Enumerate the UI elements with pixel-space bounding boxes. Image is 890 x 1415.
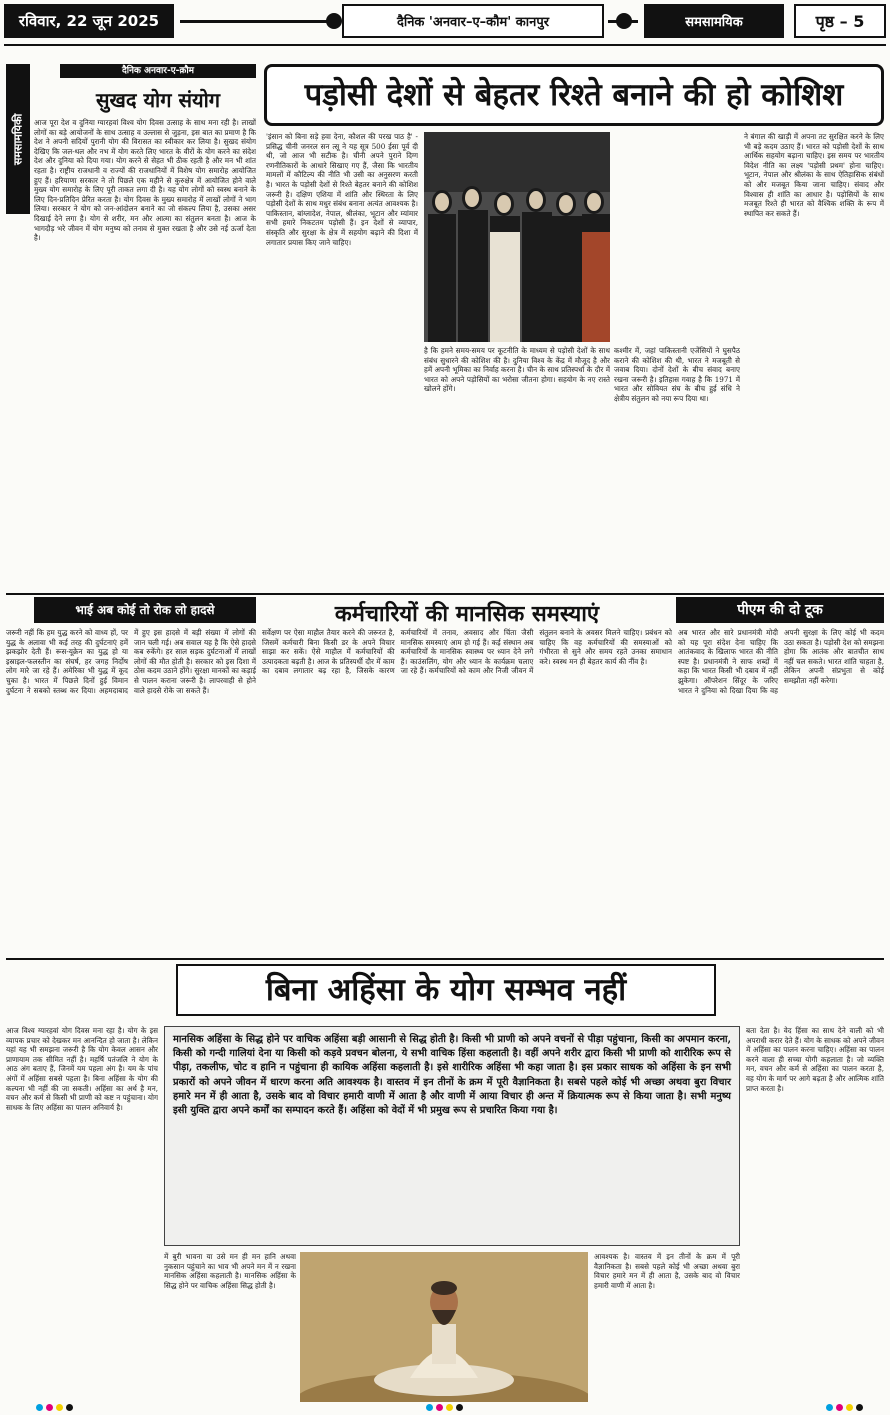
article-body: है कि हमने समय-समय पर कूटनीति के माध्यम से पड़ोसी देशों के साथ संबंध सुधारने की कोशिश की है। दुनिया विश्व के केंद्र में मौजूद है और हमें अपनी भूमिका का निर्वाह करना है। चीन के साथ प्रतिस्पर्धा के दौर में भारत को अपने पड़ोसियों का भरोसा जीतना होगा। सहयोग के नए रास्ते खोलने होंगे। [424, 346, 610, 394]
header-rule [4, 44, 886, 46]
yogi-meditation-photo [300, 1252, 588, 1402]
article-body: आवश्यक है। वास्तव में इन तीनों के क्रम में पूरी वैज्ञानिकता है। सबसे पहले कोई भी अच्छा अथवा बुरा विचार हमारे मन में ही आता है, उसके बाद वो विचार हमारी वाणी में आता है। [594, 1252, 740, 1290]
leaders-group-photo [424, 132, 610, 342]
article-body: ने बंगाल की खाड़ी में अपना तट सुरक्षित करने के लिए भी बड़े कदम उठाए हैं। भारत को पड़ोसी देशों के साथ आर्थिक सहयोग बढ़ाना चाहिए। इस समय पर भारतीय विदेश नीति का लक्ष्य 'पड़ोसी प्रथम' होना चाहिए। भूटान, नेपाल और श्रीलंका के साथ ऐतिहासिक संबंधों को और मजबूत किया जाना चाहिए। संवाद और विश्वास ही शांति का आधार है। पड़ोसियों के साथ मजबूत रिश्ते ही भारत को वैश्विक शक्ति के रूप में स्थापित कर सकते हैं। [744, 132, 884, 218]
page-header [4, 4, 886, 40]
article-body: अब भारत और सारे प्रधानमंत्री मोदी को यह पूरा संदेश देना चाहिए कि आतंकवाद के खिलाफ भारत की नीति स्पष्ट है। प्रधानमंत्री ने साफ शब्दों में कहा कि भारत किसी भी दबाव में नहीं झुकेगा। ऑपरेशन सिंदूर के जरिए भारत ने दुनिया को दिखा दिया कि वह अपनी सुरक्षा के लिए कोई भी कदम उठा सकता है। पड़ोसी देश को समझना होगा कि आतंक और बातचीत साथ नहीं चल सकते। भारत शांति चाहता है, लेकिन अपनी संप्रभुता से कोई समझौता नहीं करेगा। [678, 628, 884, 695]
newspaper-name: दैनिक 'अनवार–ए–कौम' कानपुर [342, 4, 604, 38]
kicker-text: भाई अब कोई तो रोक लो हादसे [75, 603, 215, 617]
column-vertical-label: समसामयिकी [6, 64, 30, 214]
article-kicker [34, 597, 256, 623]
issue-date: रविवार, 22 जून 2025 [4, 4, 174, 38]
article-body: जरूरी नहीं कि हम युद्ध करने को वाध्य हों, पर युद्ध के अलावा भी कई तरह की दुर्घटनाएं हमें झकझोर देती हैं। रूस-यूक्रेन का युद्ध हो या इस्राइल-फलस्तीन का संघर्ष, हर जगह निर्दोष लोग मारे जा रहे हैं। अमेरिका भी युद्ध में कूद चुका है। भारत में पिछले दिनों हुई विमान दुर्घटना ने सबको स्तब्ध कर दिया। अहमदाबाद में हुए इस हादसे में बड़ी संख्या में लोगों की जान चली गई। अब सवाल यह है कि ऐसे हादसे कब रुकेंगे। हर साल सड़क दुर्घटनाओं में लाखों लोगों की मौत होती है। सरकार को इस दिशा में ठोस कदम उठाने होंगे। सुरक्षा मानकों का कड़ाई से पालन कराना जरूरी है। लापरवाही से होने वाले हादसे रोके जा सकते हैं। [6, 628, 256, 695]
section-name: समसामयिक [644, 4, 784, 38]
article-body: में बुरी भावना या उसे मन ही मन हानि अथवा नुकसान पहुंचाने का भाव भी अपने मन में न रखना मानसिक अहिंसा कहलाती है। मानसिक अहिंसा के सिद्ध होने पर वाचिक अहिंसा सिद्ध होती है। [164, 1252, 296, 1290]
bullet-dot [616, 13, 632, 29]
article-body: 'इंसान को बिना सड़े हवा देना, कौशल की परख पाठ है' - प्रसिद्ध चीनी जनरल सन त्सू ने यह सूत्र 500 ईसा पूर्व दी थी, जो आज भी सटीक है। चीनी अपने पुराने दिग्ग रणनीतिकारों के आधारे सिखाए गए हैं, जैसा कि भारतीय मामलों में कौटिल्य की नीति भी उसी का अनुसरण करती है। भारत के पड़ोसी देशों से रिश्ते बेहतर बनाने की कोशिश जरूरी है। दक्षिण एशिया में शांति और स्थिरता के लिए पड़ोसी देशों के साथ मधुर संबंध बनाना अत्यंत आवश्यक है। पाकिस्तान, बांग्लादेश, नेपाल, श्रीलंका, भूटान और म्यांमार सभी हमारे निकटतम पड़ोसी हैं। इन देशों से व्यापार, संस्कृति और सुरक्षा के क्षेत्र में सहयोग बढ़ाने की दिशा में लगातार प्रयास किए जाने चाहिए। [266, 132, 418, 247]
article-body: सर्वेक्षण पर ऐसा माहौल तैयार करने की जरूरत है, जिसमें कर्मचारी बिना किसी डर के अपने विचार साझा कर सकें। ऐसे माहौल में कर्मचारियों की उत्पादकता बढ़ती है। आज के प्रतिस्पर्धी दौर में काम का दबाव लगातार बढ़ रहा है, जिसके कारण कर्मचारियों में तनाव, अवसाद और चिंता जैसी मानसिक समस्याएं आम हो गई हैं। कई संस्थान अब कर्मचारियों के मानसिक स्वास्थ्य पर ध्यान देने लगे हैं। काउंसलिंग, योग और ध्यान के कार्यक्रम चलाए जा रहे हैं। कर्मचारियों को काम और निजी जीवन में संतुलन बनाने के अवसर मिलने चाहिए। प्रबंधन को चाहिए कि वह कर्मचारियों की समस्याओं को गंभीरता से सुने और समय रहते उनका समाधान करे। स्वस्थ मन ही बेहतर कार्य की नींव है। [262, 628, 672, 676]
section-rule [6, 593, 884, 595]
article-title: सुखद योग संयोग [95, 88, 221, 112]
section-rule [6, 958, 884, 960]
page-number: पृष्ठ – 5 [794, 4, 886, 38]
article-body: आज विश्व ग्यारहवां योग दिवस मना रहा है। योग के इस व्यापक प्रचार को देखकर मन आनन्दित हो जाता है। लेकिन यहां यह भी समझना जरूरी है कि योग केवल आसन और प्राणायाम तक सीमित नहीं है। महर्षि पतंजलि ने योग के आठ अंग बताए हैं, जिनमें यम पहला अंग है। यम के पांच अंगों में अहिंसा सबसे पहला है। बिना अहिंसा के योग की कल्पना भी नहीं की जा सकती। अहिंसा का अर्थ है मन, वचन और कर्म से किसी भी प्राणी को कष्ट न पहुंचाना। योग साधक के लिए अहिंसा का पालन अनिवार्य है। [6, 1026, 158, 1112]
highlight-box: मानसिक अहिंसा के सिद्ध होने पर वाचिक अहिंसा बड़ी आसानी से सिद्ध होती है। किसी भी प्राणी को अपने वचनों से पीड़ा पहुंचाना, किसी का अपमान करना, किसी को गन्दी गालियां देना या किसी को कड़वे प्रवचन बोलना, ये सभी वाचिक हिंसा कहलाती है। वहीं अपने शरीर द्वारा किसी भी प्राणी को शारीरिक रूप से पीड़ा, तकलीफ, चोट व हानि न पहुंचाना ही कायिक अहिंसा कहलाती है। इसे शारीरिक अहिंसा भी कहा जाता है। इस प्रकार साधक को अहिंसा के इन सभी प्रकारों को अपने जीवन में धारण करना अति आवश्यक है। वास्तव में इन तीनों के क्रम में पूरी वैज्ञानिकता है। सबसे पहले कोई भी अच्छा अथवा बुरा विचार हमारे मन में ही आता है, उसके बाद वो विचार हमारी वाणी में आता है और वाणी में आया विचार ही अन्त में क्रियात्मक रूप से किया जाता है। सभी मनुष्य इसी युक्ति द्वारा अपने कर्मों का सम्पादन करते हैं। अहिंसा को वेदों में भी प्रमुख रूप से प्रचारित किया गया है। [164, 1026, 740, 1246]
article-body: आज पूरा देश व दुनिया ग्यारहवां विश्व योग दिवस उत्साह के साथ मना रही है। लाखों लोगों का बड़े आयोजनों के साथ उत्साह व उल्लास से जुड़ना, इस बात का प्रमाण है कि देश ने अपनी सदियों पुरानी योग की विरासत का स्वीकार कर लिया है। सुखद संयोग देखिए कि जल-थल और नभ में योग करते लिए भारत के वीरों के योग करने का संदेश देश और दुनिया को दिया गया। योग करने से सेहत भी ठीक रहती है और मन भी शांत रहता है। राष्ट्रीय राजधानी व राज्यों की राजधानियों में विशेष योग समारोह आयोजित हुए हैं। हरियाणा सरकार ने तो पिछले एक महीने से कुरुक्षेत्र में आयोजित होने वाले मुख्य योग समारोह के लिए पूरी ताकत लगा दी है। यह योग लोगों को स्वस्थ बनाने के लिए दिन-प्रतिदिन प्रेरित करता है। योग दिवस के मुख्य समारोह में लाखों लोगों ने भाग लिया। सरकार ने योग को जन-आंदोलन बनाने का जो संकल्प लिया है, उसका असर दिखाई देने लगा है। योग से शरीर, मन और आत्मा का संतुलन बनता है। आज के भागदौड़ भरे जीवन में योग मनुष्य को तनाव से मुक्त रखता है और उसे नई ऊर्जा देता है। [34, 118, 256, 243]
article-kicker: पीएम की दो टूक [676, 597, 884, 623]
print-registration-marks [6, 1404, 884, 1412]
main-headline: पड़ोसी देशों से बेहतर रिश्ते बनाने की हो कोशिश [264, 64, 884, 126]
feature-headline: बिना अहिंसा के योग सम्भव नहीं [176, 964, 716, 1016]
column-source-label: दैनिक अनवार-ए-क़ौम [60, 64, 256, 78]
article-body: बता देता है। वेद हिंसा का साथ देने वाली को भी अपराधी करार देते हैं। योग के साधक को अपने जीवन में अहिंसा का पालन करना चाहिए। अहिंसा का पालन करने वाला ही सच्चा योगी कहलाता है। जो व्यक्ति मन, वचन और कर्म से अहिंसा का पालन करता है, वह योग के मार्ग पर आगे बढ़ता है और आत्मिक शांति प्राप्त करता है। [746, 1026, 884, 1093]
article-headline: कर्मचारियों की मानसिक समस्याएं [334, 601, 600, 627]
divider [180, 20, 330, 23]
article-body: कश्मीर में, जहां पाकिस्तानी एजेंसियों ने घुसपैठ कराने की कोशिश की थी, भारत ने मजबूती से जवाब दिया। दोनों देशों के बीच संवाद बनाए रखना जरूरी है। इतिहास गवाह है कि 1971 में भारत और सोवियत संघ के बीच हुई संधि ने क्षेत्रीय संतुलन को नया रूप दिया था। [614, 346, 740, 403]
